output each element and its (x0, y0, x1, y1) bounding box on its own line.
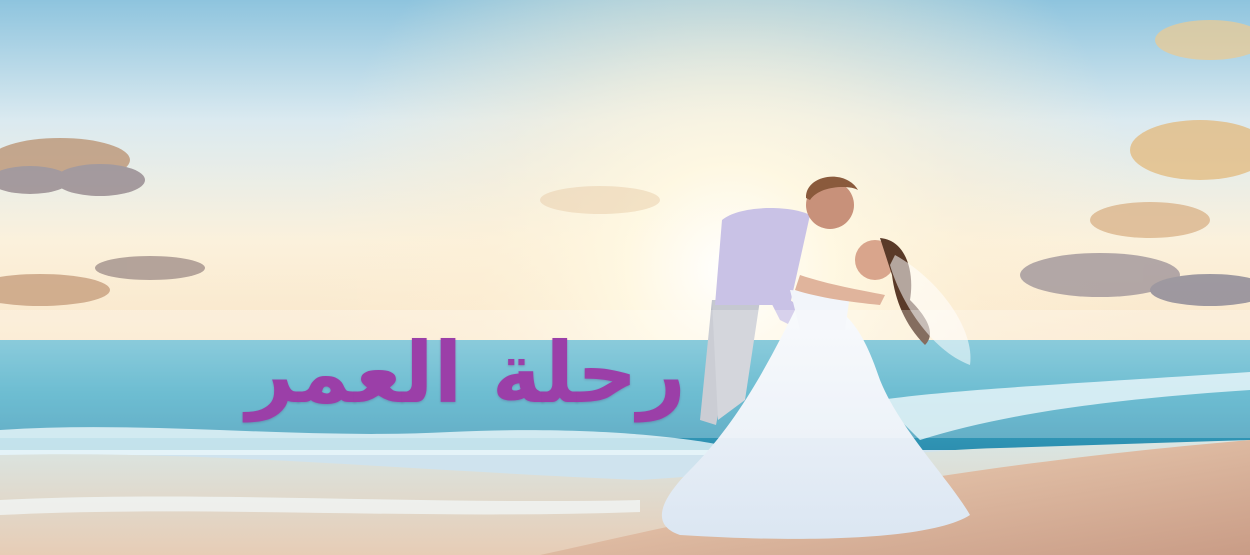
banner-title: رحلة العمر (246, 324, 686, 422)
